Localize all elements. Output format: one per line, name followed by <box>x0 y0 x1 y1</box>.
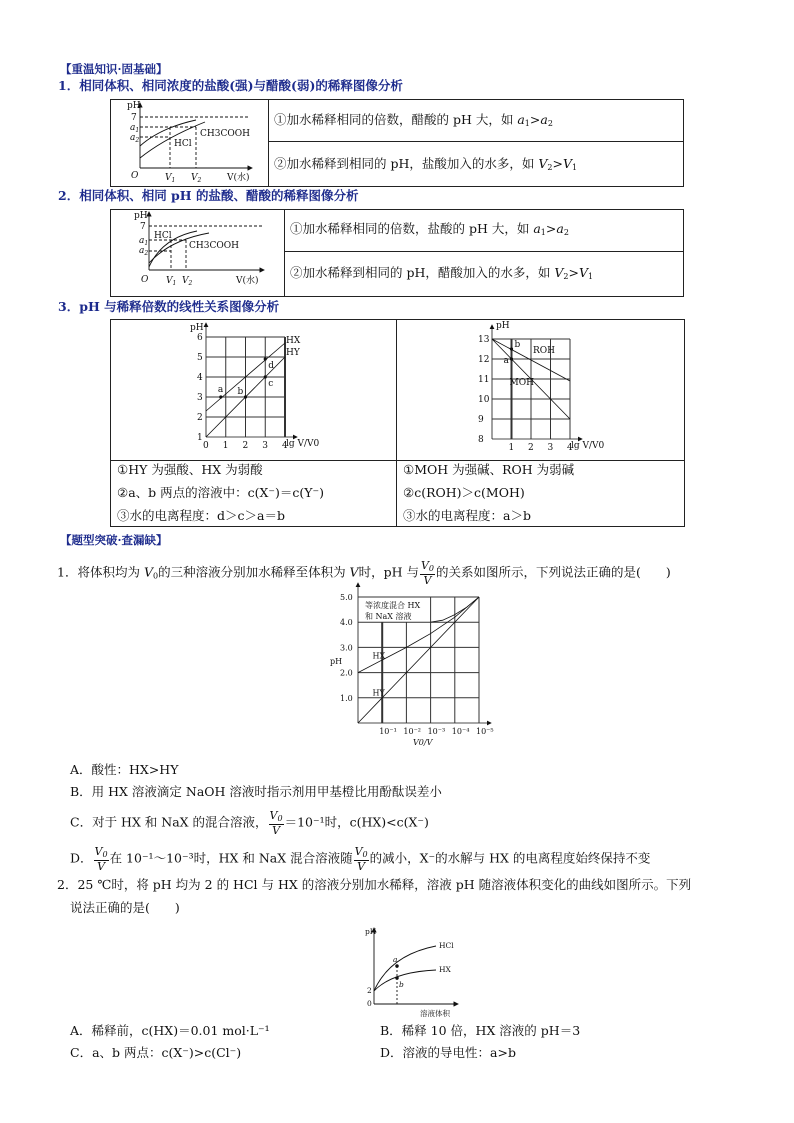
svg-text:V(水): V(水) <box>236 276 259 286</box>
q1-option-d[interactable]: D． $\frac{V_0}{V}$ 在 10⁻¹～10⁻³时，HX 和 NaX 混合溶液随 $\frac{V_0}{V}$ 的减小，X⁻的水解与 HX 的电离程度始终保持不变 <box>70 845 651 873</box>
y-tick-label: 4 <box>197 373 203 383</box>
svg-text:pH: pH <box>134 211 148 221</box>
y-tick-label: 6 <box>197 333 203 343</box>
svg-text:O: O <box>131 171 139 181</box>
x-tick-label: 3 <box>262 441 268 451</box>
divider <box>110 460 685 461</box>
point-label: b <box>514 340 521 350</box>
q2-option-a[interactable]: A．稀释前，c(HX)＝0.01 mol·L⁻¹ <box>70 1023 270 1038</box>
svg-text:a2: $a_2$ <box>130 133 140 144</box>
point-label: b <box>237 387 244 397</box>
table-3-left-row-1: ①HY 为强酸、HX 为弱酸 <box>117 462 263 477</box>
svg-text:2: 2 <box>367 986 372 995</box>
x-tick-label: 10⁻⁵ <box>476 727 494 736</box>
x-axis-label: V0/V <box>413 738 433 747</box>
table-3-right-row-1: ①MOH 为强碱、ROH 为弱碱 <box>403 462 575 477</box>
y-tick-label: 5.0 <box>340 593 353 602</box>
y-tick-label: 8 <box>478 435 484 445</box>
y-tick-label: 10 <box>478 395 490 405</box>
y-tick-label: 2.0 <box>340 668 353 678</box>
fraction: $\frac{V_0}{V}$ <box>420 559 435 587</box>
section-3-title: 3．pH 与稀释倍数的线性关系图像分析 <box>58 299 280 314</box>
chart-q1 <box>330 583 494 747</box>
practice-header: 【题型突破·查漏缺】 <box>60 533 168 547</box>
table-3-left-row-3: ③水的电离程度：d＞c＞a＝b <box>117 508 285 523</box>
series-label: ROH <box>532 346 555 356</box>
x-tick-label: 10⁻⁴ <box>451 727 470 736</box>
series-label: HY <box>285 348 300 358</box>
question-2-stem-line-1: 2．25 ℃时，将 pH 均为 2 的 HCl 与 HX 的溶液分别加水稀释，溶液 pH 随溶液体积变化的曲线如图所示。下列 <box>57 877 692 892</box>
svg-text:pH: pH <box>365 927 377 936</box>
x-tick-label: 4 <box>567 443 573 453</box>
curve-hcl <box>374 946 436 991</box>
svg-text:V1: $V_1$ <box>165 173 176 184</box>
series-label: HY <box>372 688 385 698</box>
series-label: MOH <box>509 378 535 388</box>
svg-text:a: a <box>393 955 398 964</box>
svg-text:V2: $V_2$ <box>182 276 193 287</box>
y-axis-label: pH <box>330 657 343 666</box>
divider <box>284 209 285 297</box>
svg-text:a2: $a_2$ <box>139 246 149 257</box>
x-axis-label: lg V/V0 <box>571 441 605 451</box>
svg-text:7: 7 <box>131 113 137 123</box>
y-tick-label: 11 <box>478 375 490 385</box>
point-label: d <box>268 361 275 371</box>
x-tick-label: 2 <box>528 443 534 453</box>
series-line <box>431 597 479 622</box>
point-label: c <box>268 379 274 389</box>
y-tick-label: 5 <box>197 353 203 363</box>
y-axis-label: pH <box>496 321 510 331</box>
divider <box>284 251 684 252</box>
x-tick-label: 1 <box>222 441 229 451</box>
y-tick-label: 1 <box>197 433 203 443</box>
section-1-title: 1．相同体积、相同浓度的盐酸(强)与醋酸(弱)的稀释图像分析 <box>58 78 403 93</box>
table-1-row-2: ②加水稀释到相同的 pH，盐酸加入的水多，如 $V_2>V_1$ <box>274 156 578 172</box>
annotation-line-2: 和 NaX 溶液 <box>365 612 412 621</box>
table-3-left-row-2: ②a、b 两点的溶液中：c(X⁻)＝c(Y⁻) <box>117 485 324 500</box>
svg-text:V1: $V_1$ <box>166 276 177 287</box>
y-tick-label: 13 <box>478 335 490 345</box>
svg-text:0: 0 <box>367 999 372 1008</box>
svg-text:CH3COOH: CH3COOH <box>200 129 250 139</box>
y-axis-label: pH <box>127 101 141 111</box>
svg-text:a1: $a_1$ <box>130 123 140 134</box>
table-3-right-row-2: ②c(ROH)＞c(MOH) <box>403 485 525 500</box>
review-header: 【重温知识·固基础】 <box>60 62 168 76</box>
svg-text:HCl: HCl <box>439 941 454 950</box>
series-line <box>358 597 479 723</box>
y-tick-label: 2 <box>197 413 203 423</box>
point-label: a <box>217 385 224 395</box>
svg-text:V(水): V(水) <box>227 173 250 183</box>
table-2-row-1: ①加水稀释相同的倍数，盐酸的 pH 大，如 $a_1>a_2$ <box>290 221 569 237</box>
x-tick-label: 0 <box>203 441 209 451</box>
svg-text:CH3COOH: CH3COOH <box>189 241 239 251</box>
x-tick-label: 10⁻¹ <box>379 727 397 736</box>
q2-option-c[interactable]: C．a、b 两点：c(X⁻)>c(Cl⁻) <box>70 1045 242 1060</box>
y-tick-label: 12 <box>478 355 490 365</box>
x-tick-label: 1 <box>508 443 515 453</box>
q2-option-b[interactable]: B．稀释 10 倍，HX 溶液的 pH＝3 <box>380 1023 581 1038</box>
divider <box>268 141 684 142</box>
x-tick-label: 3 <box>547 443 554 453</box>
divider <box>396 319 397 527</box>
svg-text:b: b <box>399 980 404 989</box>
svg-text:O: O <box>141 275 149 285</box>
q1-option-c[interactable]: C．对于 HX 和 NaX 的混合溶液， $\frac{V_0}{V}$ ＝10⁻¹时，c(HX)<c(X⁻) <box>70 809 429 837</box>
svg-text:HX: HX <box>439 965 451 974</box>
point-label: a <box>503 356 509 366</box>
q1-option-b[interactable]: B．用 HX 溶液滴定 NaOH 溶液时指示剂用甲基橙比用酚酞误差小 <box>70 784 442 799</box>
curve-hx <box>374 970 436 991</box>
annotation-line-1: 等浓度混合 HX <box>365 601 421 610</box>
q2-figure <box>374 928 458 1004</box>
series-label: HX <box>372 651 386 661</box>
series-label: HX <box>285 336 301 346</box>
table-3-right-row-3: ③水的电离程度：a＞b <box>403 508 531 523</box>
section-2-title: 2．相同体积、相同 pH 的盐酸、醋酸的稀释图像分析 <box>58 188 359 203</box>
svg-text:溶液体积: 溶液体积 <box>420 1009 450 1018</box>
y-tick-label: 3.0 <box>340 643 353 653</box>
y-tick-label: 3 <box>197 393 203 403</box>
x-tick-label: 4 <box>282 441 288 451</box>
y-tick-label: 1.0 <box>340 693 353 703</box>
x-tick-label: 2 <box>242 441 249 451</box>
series-line <box>358 597 479 673</box>
x-axis-label: lg V/V0 <box>286 439 320 449</box>
divider <box>268 99 269 187</box>
question-2-stem-line-2: 说法正确的是( ) <box>70 900 180 915</box>
svg-text:HCl: HCl <box>174 139 192 149</box>
svg-text:7: 7 <box>140 222 146 232</box>
y-tick-label: 9 <box>478 415 484 425</box>
x-tick-label: 10⁻³ <box>427 727 446 736</box>
y-axis-label: pH <box>190 323 204 333</box>
svg-text:V2: $V_2$ <box>191 173 202 184</box>
q1-option-a[interactable]: A．酸性：HX>HY <box>70 762 179 777</box>
question-1-stem: 1．将体积均为 $V_0$的三种溶液分别加水稀释至体积为 V时，pH 与 $\frac{V_0}{V}$ 的关系如图所示，下列说法正确的是( ) <box>57 559 671 587</box>
q2-option-d[interactable]: D．溶液的导电性：a>b <box>380 1045 516 1060</box>
svg-text:HCl: HCl <box>154 231 172 241</box>
table-2-row-2: ②加水稀释到相同的 pH，醋酸加入的水多，如 $V_2>V_1$ <box>290 265 594 281</box>
y-tick-label: 4.0 <box>340 618 353 628</box>
table-1-row-1: ①加水稀释相同的倍数，醋酸的 pH 大，如 $a_1>a_2$ <box>274 112 553 128</box>
x-tick-label: 10⁻² <box>403 727 422 736</box>
svg-text:a1: $a_1$ <box>139 236 149 247</box>
